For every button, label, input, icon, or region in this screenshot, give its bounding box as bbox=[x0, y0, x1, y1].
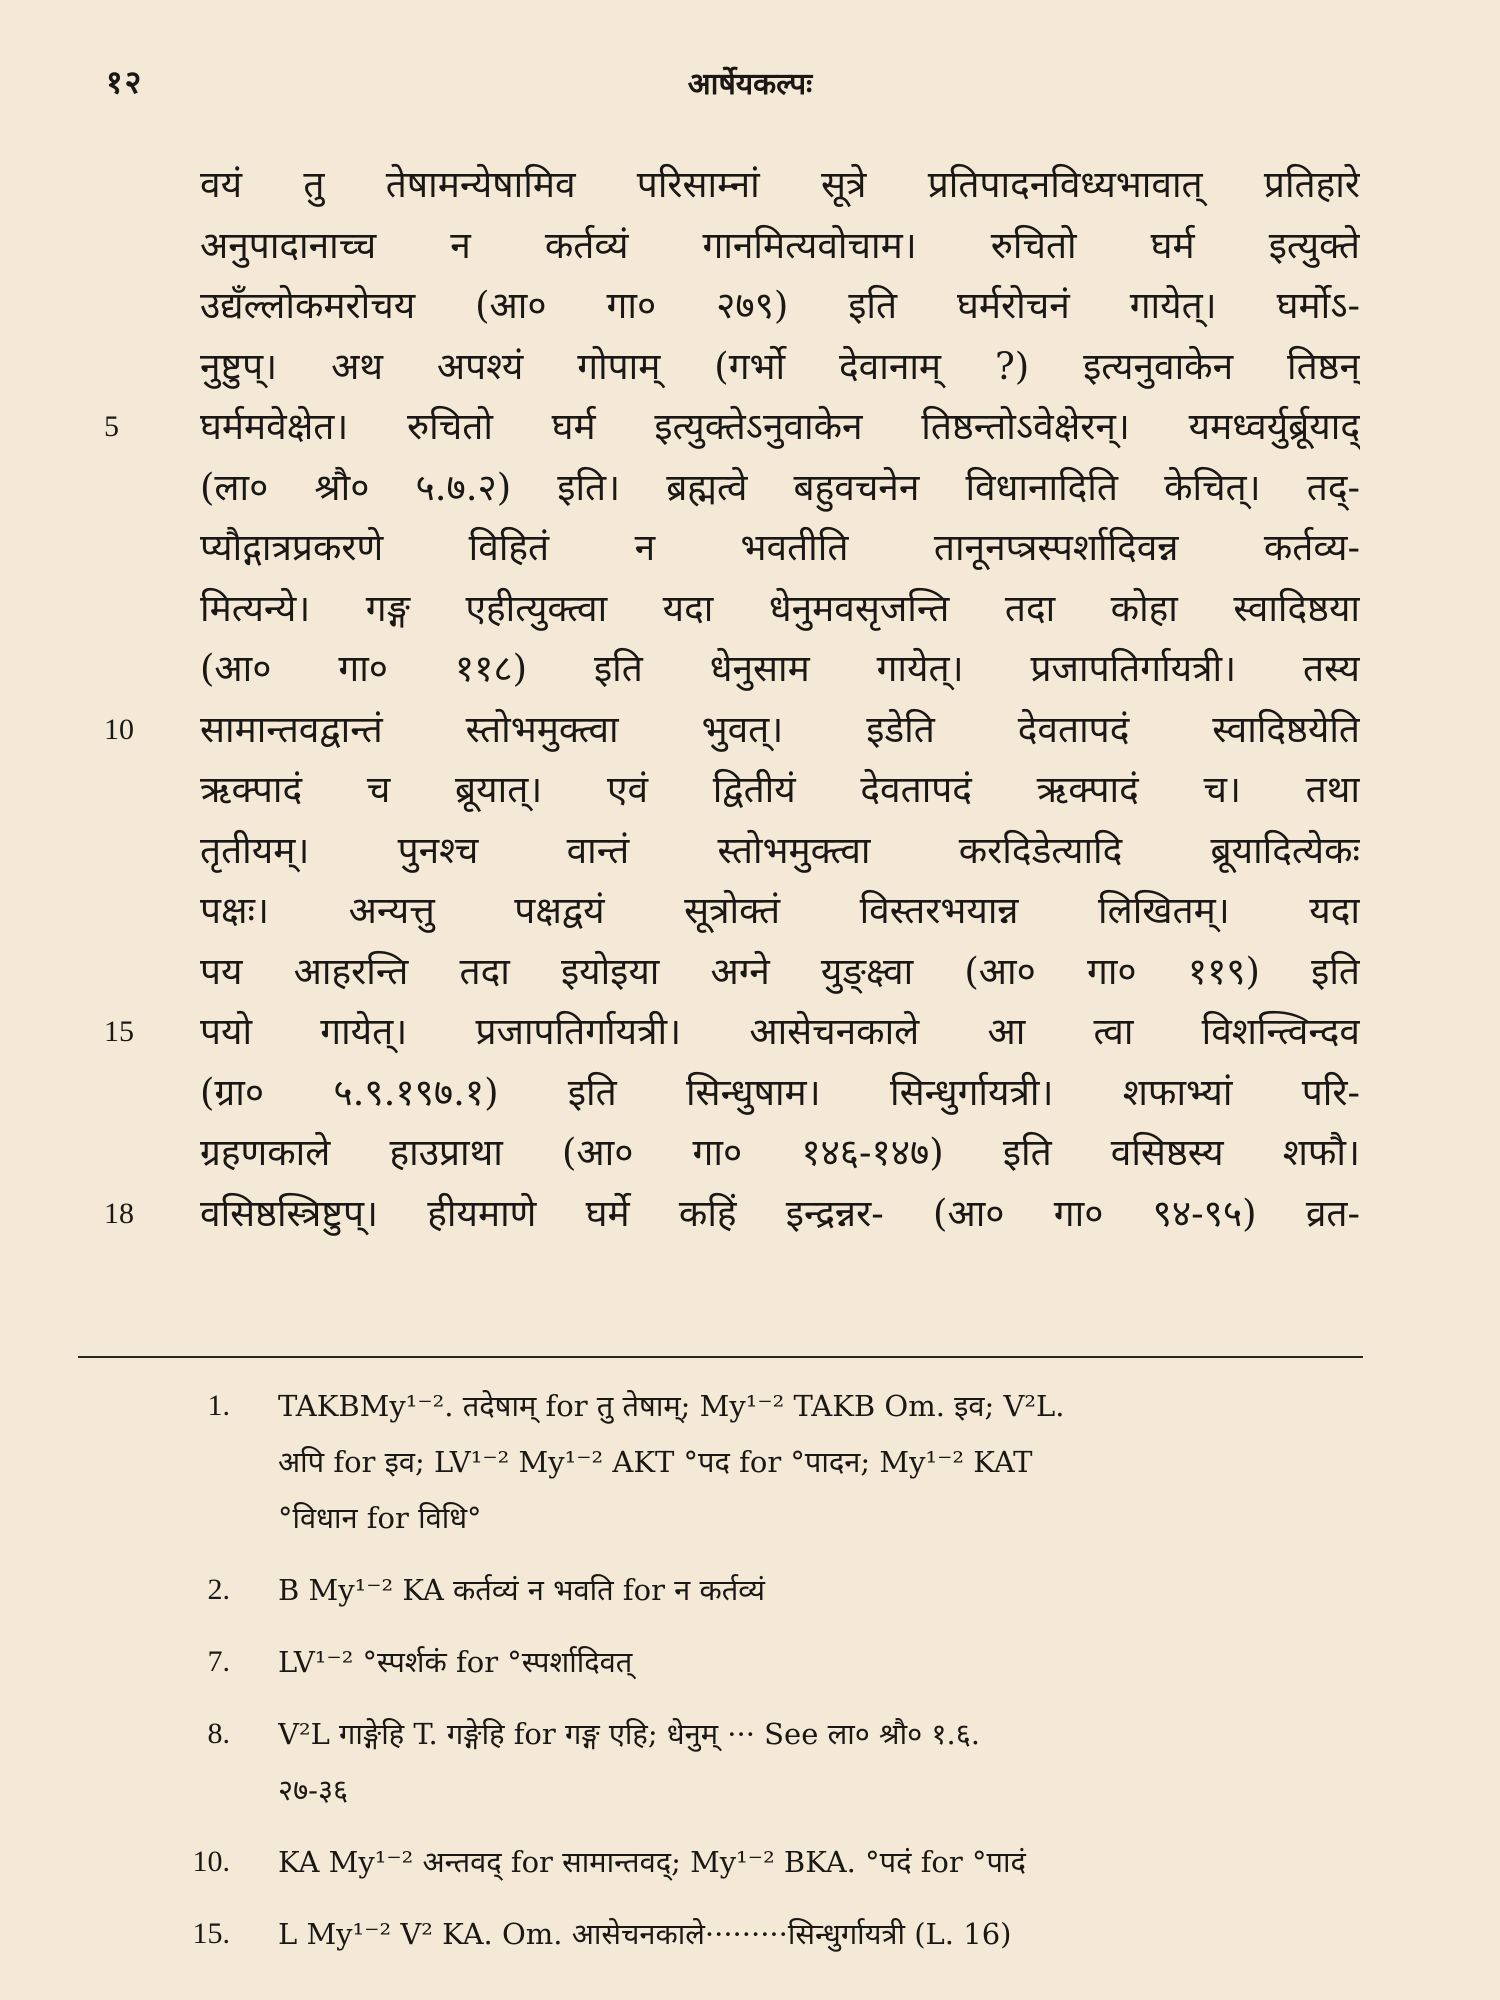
text-line: ऋक्पादं च ब्रूयात्। एवं द्वितीयं देवतापदं ऋक्पादं च। तथा bbox=[200, 768, 1360, 811]
footnote-number: 15. bbox=[192, 1917, 230, 1950]
line-number: 10 bbox=[104, 712, 134, 746]
footnote-number: 2. bbox=[207, 1573, 230, 1606]
line-number: 5 bbox=[104, 410, 119, 443]
running-title: आर्षेयकल्पः bbox=[687, 67, 813, 102]
text-line: ग्रहणकाले हाउप्राथा (आ० गा० १४६-१४७) इति वसिष्ठस्य शफौ। bbox=[200, 1131, 1360, 1174]
text-line: वयं तु तेषामन्येषामिव परिसाम्नां सूत्रे प्रतिपादनविध्यभावात् प्रतिहारे bbox=[200, 163, 1360, 206]
text-line: (ग्रा० ५.९.१९७.१) इति सिन्धुषाम। सिन्धुर्गायत्री। शफाभ्यां परि- bbox=[200, 1070, 1360, 1114]
footnote-text: L My¹⁻² V² KA. Om. आसेचनकाले·········सिन्धुर्गायत्री (L. 16) bbox=[278, 1917, 1012, 1951]
footnote-text: अपि for इव; LV¹⁻² My¹⁻² AKT °पद for °पादन; My¹⁻² KAT bbox=[278, 1445, 1033, 1479]
footnote-text: B My¹⁻² KA कर्तव्यं न भवति for न कर्तव्यं bbox=[278, 1573, 766, 1607]
footnote-text: २७-३६ bbox=[278, 1773, 349, 1807]
footnote-number: 8. bbox=[207, 1717, 230, 1750]
footnote-text: TAKBMy¹⁻². तदेषाम् for तु तेषाम्; My¹⁻² TAKB Om. इव; V²L. bbox=[278, 1389, 1065, 1423]
text-line: उद्यँल्लोकमरोचय (आ० गा० २७९) इति घर्मरोचनं गायेत्। घर्मोऽ- bbox=[200, 284, 1360, 327]
text-line: सामान्तवद्वान्तं स्तोभमुक्त्वा भुवत्। इडेति देवतापदं स्वादिष्ठयेति bbox=[200, 707, 1360, 751]
text-line: (आ० गा० ११८) इति धेनुसाम गायेत्। प्रजापतिर्गायत्री। तस्य bbox=[200, 647, 1360, 690]
text-line: घर्ममवेक्षेत। रुचितो घर्म इत्युक्तेऽनुवाकेन तिष्ठन्तोऽवेक्षेरन्। यमध्वर्युर्ब्रूयाद् bbox=[200, 405, 1360, 448]
line-number: 18 bbox=[104, 1196, 134, 1230]
text-line: वसिष्ठस्त्रिष्टुप्। हीयमाणे घर्मे कहिं इन्द्रन्नर- (आ० गा० ९४-९५) व्रत- bbox=[200, 1191, 1360, 1235]
text-line: प्यौद्गात्रप्रकरणे विहितं न भवतीति तानूनप्त्रस्पर्शादिवन्न कर्तव्य- bbox=[200, 526, 1360, 569]
text-line: (ला० श्रौ० ५.७.२) इति। ब्रह्मत्वे बहुवचनेन विधानादिति केचित्। तद्- bbox=[200, 465, 1360, 509]
footnote-number: 10. bbox=[192, 1845, 230, 1878]
page-header bbox=[0, 60, 1500, 110]
footnote-text: LV¹⁻² °स्पर्शकं for °स्पर्शादिवत् bbox=[278, 1645, 633, 1679]
text-line: पय आहरन्ति तदा इयोइया अग्ने युङ्क्ष्वा (आ० गा० ११९) इति bbox=[200, 949, 1360, 993]
footnote-text: KA My¹⁻² अन्तवद् for सामान्तवद्; My¹⁻² BKA. °पदं for °पादं bbox=[278, 1845, 1026, 1879]
text-line: तृतीयम्। पुनश्च वान्तं स्तोभमुक्त्वा करदिडेत्यादि ब्रूयादित्येकः bbox=[200, 828, 1360, 872]
text-line: नुष्टुप्। अथ अपश्यं गोपाम् (गर्भो देवानाम् ?) इत्यनुवाकेन तिष्ठन् bbox=[200, 344, 1360, 388]
text-line: मित्यन्ये। गङ्ग एहीत्युक्त्वा यदा धेनुमवसृजन्ति तदा कोहा स्वादिष्ठया bbox=[200, 586, 1360, 630]
footnote-number: 1. bbox=[207, 1389, 230, 1422]
footnote-text: V²L गाङ्गेहि T. गङ्गेहि for गङ्ग एहि; धेनुम् ··· See ला० श्रौ० १.६. bbox=[278, 1717, 980, 1751]
footnote-number: 7. bbox=[207, 1645, 230, 1678]
page-number: १२ bbox=[106, 63, 144, 101]
footnote-divider bbox=[78, 1356, 1363, 1358]
text-line: अनुपादानाच्च न कर्तव्यं गानमित्यवोचाम। रुचितो घर्म इत्युक्ते bbox=[200, 223, 1360, 267]
text-line: पयो गायेत्। प्रजापतिर्गायत्री। आसेचनकाले आ त्वा विशन्त्विन्दव bbox=[200, 1010, 1360, 1053]
footnote-text: °विधान for विधि° bbox=[278, 1501, 482, 1535]
text-line: पक्षः। अन्यत्तु पक्षद्वयं सूत्रोक्तं विस्तरभयान्न लिखितम्। यदा bbox=[200, 889, 1360, 932]
line-number: 15 bbox=[104, 1015, 134, 1048]
